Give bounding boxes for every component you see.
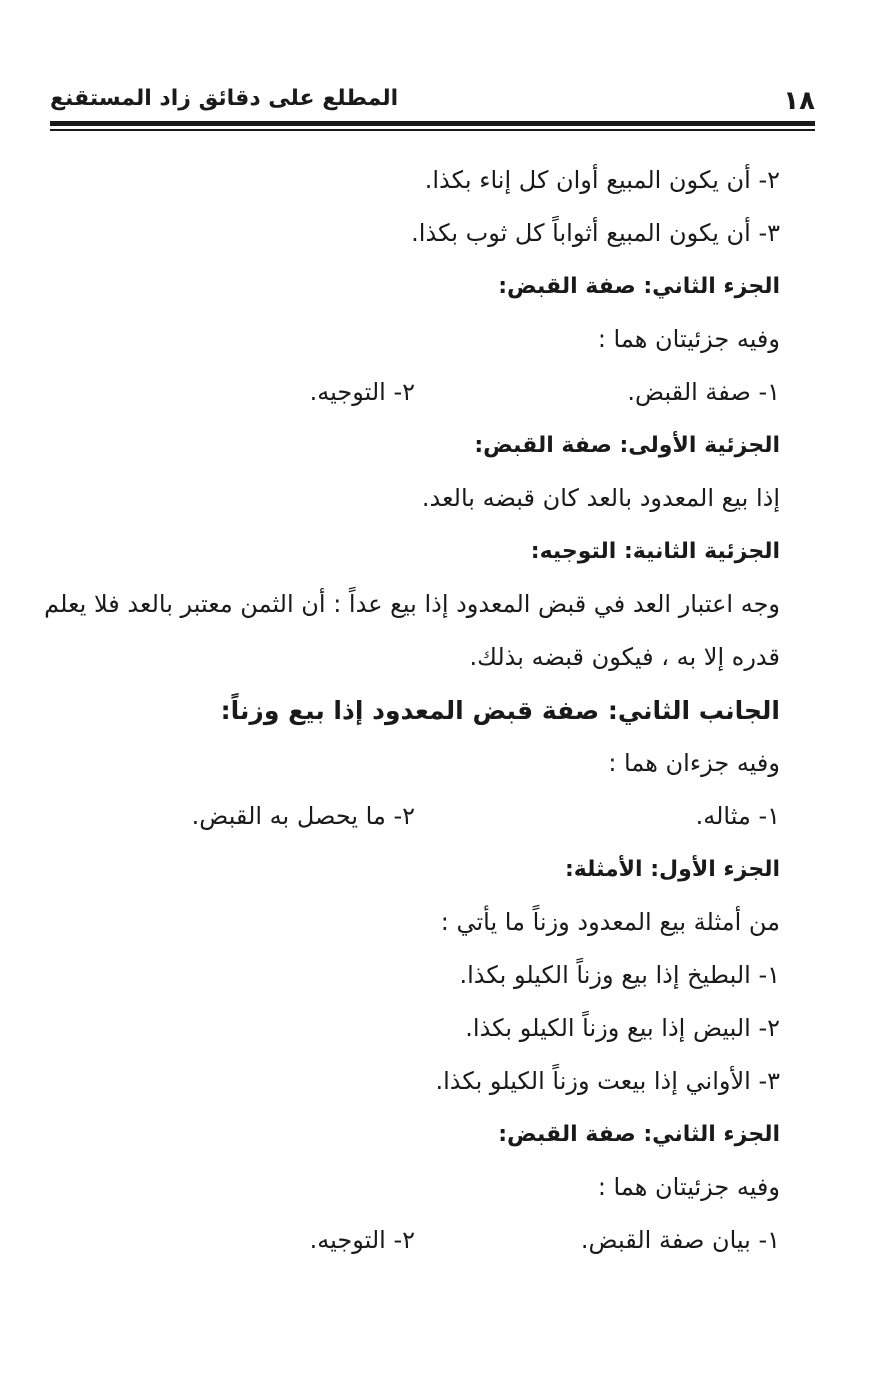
paragraph-line: ١- البطيخ إذا بيع وزناً الكيلو بكذا. (459, 961, 780, 989)
list-pair (50, 366, 780, 419)
paragraph-line: ٢- البيض إذا بيع وزناً الكيلو بكذا. (465, 1014, 780, 1042)
paragraph-line: وفيه جزئيتان هما : (597, 1173, 780, 1201)
paragraph-line: ٣- الأواني إذا بيعت وزناً الكيلو بكذا. (435, 1067, 780, 1095)
paragraph-line: وجه اعتبار العد في قبض المعدود إذا بيع عداً : أن الثمن معتبر بالعد فلا يعلم (44, 590, 780, 618)
running-title: المطلع على دقائق زاد المستقنع (50, 86, 399, 111)
list-item: ١- مثاله. (695, 802, 780, 830)
header-rule-thick (50, 121, 815, 126)
paragraph-line: وفيه جزءان هما : (608, 749, 780, 777)
list-item: ٢- التوجيه. (309, 378, 415, 406)
list-pair (50, 790, 780, 843)
section-heading: الجزء الثاني: صفة القبض: (498, 1122, 780, 1147)
page-body (44, 154, 780, 1267)
list-item: ١- صفة القبض. (627, 378, 780, 406)
header-rule-thin (50, 129, 815, 131)
list-item: ١- بيان صفة القبض. (580, 1226, 780, 1254)
page-number: ١٨ (783, 86, 815, 116)
section-heading: الجانب الثاني: صفة قبض المعدود إذا بيع وزناً: (220, 696, 780, 725)
paragraph-line: ٢- أن يكون المبيع أوان كل إناء بكذا. (424, 166, 780, 194)
paragraph-line: وفيه جزئيتان هما : (597, 325, 780, 353)
list-item: ٢- التوجيه. (309, 1226, 415, 1254)
list-item: ٢- ما يحصل به القبض. (191, 802, 415, 830)
paragraph-line: إذا بيع المعدود بالعد كان قبضه بالعد. (421, 484, 780, 512)
paragraph-line: ٣- أن يكون المبيع أثواباً كل ثوب بكذا. (411, 219, 780, 247)
section-heading: الجزئية الثانية: التوجيه: (530, 539, 780, 564)
page-header (50, 80, 815, 124)
section-heading: الجزئية الأولى: صفة القبض: (474, 433, 780, 458)
paragraph-line: قدره إلا به ، فيكون قبضه بذلك. (469, 643, 780, 671)
paragraph-line: من أمثلة بيع المعدود وزناً ما يأتي : (440, 908, 780, 936)
section-heading: الجزء الثاني: صفة القبض: (498, 274, 780, 299)
list-pair (50, 1214, 780, 1267)
section-heading: الجزء الأول: الأمثلة: (564, 857, 780, 882)
